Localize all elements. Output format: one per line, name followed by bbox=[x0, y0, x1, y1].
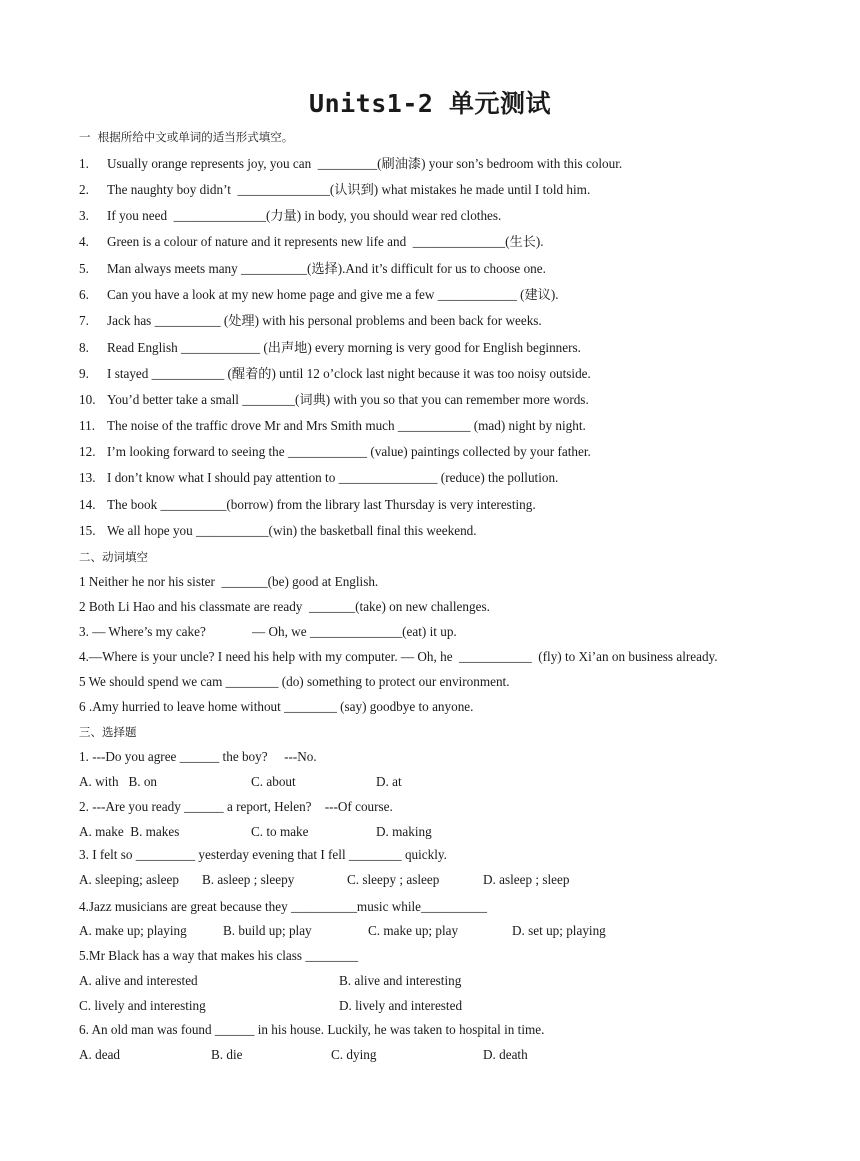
q5-option-b: B. alive and interesting bbox=[339, 973, 462, 988]
s2-item-6: 6 .Amy hurried to leave home without ________ (say) goodbye to anyone. bbox=[79, 699, 474, 714]
q2-option-d: D. making bbox=[376, 824, 432, 839]
q2-option-ab: A. make B. makes bbox=[79, 824, 180, 839]
q5-option-a: A. alive and interested bbox=[79, 973, 198, 988]
q4-option-d: D. set up; playing bbox=[512, 923, 606, 938]
q3-option-c: C. sleepy ; asleep bbox=[347, 872, 440, 887]
s2-item-2: 2 Both Li Hao and his classmate are ready _______(take) on new challenges. bbox=[79, 599, 490, 614]
section-3-heading: 三、选择题 bbox=[79, 725, 137, 739]
q5-stem: 5.Mr Black has a way that makes his class ________ bbox=[79, 948, 359, 963]
s2-item-1: 1 Neither he nor his sister _______(be) good at English. bbox=[79, 574, 379, 589]
q1-option-ab: A. with B. on bbox=[79, 774, 158, 789]
s2-item-4: 4.—Where is your uncle? I need his help with my computer. — Oh, he ___________ (fly) to Xi’an on business already. bbox=[79, 649, 718, 664]
q4-option-c: C. make up; play bbox=[368, 923, 459, 938]
q2-option-c: C. to make bbox=[251, 824, 309, 839]
q6-option-d: D. death bbox=[483, 1047, 528, 1062]
s1-item-7: 7. Jack has __________ (处理) with his personal problems and been back for weeks. bbox=[79, 313, 542, 328]
s1-item-1: 1. Usually orange represents joy, you can _________(刷油漆) your son’s bedroom with this colour. bbox=[79, 156, 623, 171]
section-2-heading: 二、动词填空 bbox=[79, 550, 148, 564]
s1-item-11: 11. The noise of the traffic drove Mr and Mrs Smith much ___________ (mad) night by night. bbox=[79, 418, 586, 433]
q6-option-b: B. die bbox=[211, 1047, 243, 1062]
page-title: Units1-2 单元测试 bbox=[309, 89, 551, 118]
q3-option-b: B. asleep ; sleepy bbox=[202, 872, 295, 887]
q1-option-d: D. at bbox=[376, 774, 402, 789]
q3-stem: 3. I felt so _________ yesterday evening that I fell ________ quickly. bbox=[79, 847, 447, 862]
q3-option-d: D. asleep ; sleep bbox=[483, 872, 570, 887]
s1-item-2: 2. The naughty boy didn’t ______________(认识到) what mistakes he made until I told him. bbox=[79, 182, 591, 197]
q4-option-a: A. make up; playing bbox=[79, 923, 187, 938]
s1-item-13: 13. I don’t know what I should pay attention to _______________ (reduce) the pollution. bbox=[79, 470, 559, 485]
q1-option-c: C. about bbox=[251, 774, 296, 789]
q5-option-c: C. lively and interesting bbox=[79, 998, 206, 1013]
s2-item-3: 3. — Where’s my cake? — Oh, we ______________(eat) it up. bbox=[79, 624, 457, 639]
section-1-heading: 一 根据所给中文或单词的适当形式填空。 bbox=[79, 130, 294, 144]
q2-stem: 2. ---Are you ready ______ a report, Helen? ---Of course. bbox=[79, 799, 393, 814]
q4-option-b: B. build up; play bbox=[223, 923, 312, 938]
q6-option-a: A. dead bbox=[79, 1047, 121, 1062]
q1-stem: 1. ---Do you agree ______ the boy? ---No. bbox=[79, 749, 317, 764]
s1-item-14: 14. The book __________(borrow) from the library last Thursday is very interesting. bbox=[79, 497, 536, 512]
s1-item-9: 9. I stayed ___________ (醒着的) until 12 o’clock last night because it was too noisy outside. bbox=[79, 366, 591, 381]
s1-item-6: 6. Can you have a look at my new home page and give me a few ____________ (建议). bbox=[79, 287, 559, 302]
s1-item-15: 15. We all hope you ___________(win) the basketball final this weekend. bbox=[79, 523, 477, 538]
s1-item-8: 8. Read English ____________ (出声地) every morning is very good for English beginners. bbox=[79, 340, 581, 355]
q6-stem: 6. An old man was found ______ in his house. Luckily, he was taken to hospital in time. bbox=[79, 1022, 545, 1037]
s1-item-12: 12. I’m looking forward to seeing the ____________ (value) paintings collected by your father. bbox=[79, 444, 591, 459]
q6-option-c: C. dying bbox=[331, 1047, 377, 1062]
q3-option-a: A. sleeping; asleep bbox=[79, 872, 179, 887]
s2-item-5: 5 We should spend we cam ________ (do) something to protect our environment. bbox=[79, 674, 510, 689]
q4-stem: 4.Jazz musicians are great because they __________music while__________ bbox=[79, 899, 487, 914]
q5-option-d: D. lively and interested bbox=[339, 998, 463, 1013]
s1-item-3: 3. If you need ______________(力量) in body, you should wear red clothes. bbox=[79, 208, 502, 223]
s1-item-5: 5. Man always meets many __________(选择).And it’s difficult for us to choose one. bbox=[79, 261, 546, 276]
s1-item-10: 10. You’d better take a small ________(词典) with you so that you can remember more words. bbox=[79, 392, 589, 407]
s1-item-4: 4. Green is a colour of nature and it represents new life and ______________(生长). bbox=[79, 234, 544, 249]
